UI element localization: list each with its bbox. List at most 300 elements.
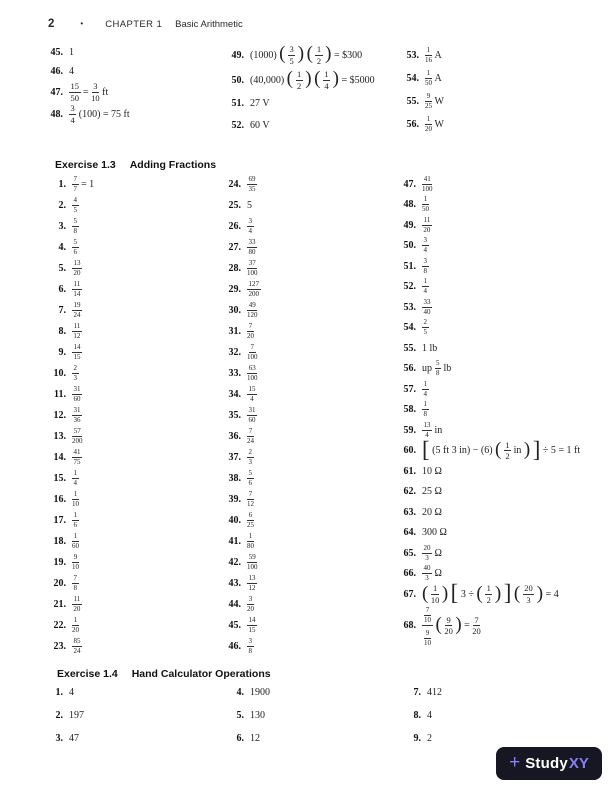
fraction-numerator: 7 [248, 427, 253, 435]
answer-text: ft [102, 86, 109, 98]
item-number: 13. [53, 431, 66, 442]
answer-item [228, 45, 375, 65]
answer-item [225, 321, 261, 342]
answer-text: 4 [69, 687, 74, 698]
fraction [69, 104, 76, 124]
item-answer [247, 200, 252, 211]
answer-item [400, 379, 580, 400]
item-answer [425, 93, 444, 110]
item-number: 41. [228, 536, 241, 547]
item-answer [72, 512, 79, 529]
answer-item [50, 216, 94, 237]
item-number: 2. [55, 710, 63, 721]
item-number: 27. [228, 242, 241, 253]
item-answer [72, 323, 82, 340]
fraction-numerator: 33 [423, 297, 431, 306]
answer-item [400, 543, 580, 564]
fraction-numerator: 4 [73, 196, 77, 204]
fraction-denominator: 24 [73, 311, 81, 319]
answer-item [403, 90, 444, 112]
fraction-numerator: 3 [289, 44, 294, 54]
item-answer [72, 197, 79, 214]
fraction-numerator: 9 [425, 628, 430, 637]
fraction-denominator: 50 [422, 205, 429, 214]
item-answer [422, 527, 447, 538]
fraction-denominator: 3 [526, 594, 531, 605]
fraction-denominator: 60 [72, 542, 79, 550]
fraction-numerator: 40 [423, 564, 431, 573]
fraction-numerator: 7 [248, 490, 253, 498]
item-answer [422, 507, 442, 518]
fraction-denominator: 80 [247, 542, 254, 550]
fraction-denominator: 10 [424, 638, 431, 647]
paren: ( [513, 582, 521, 604]
fraction [72, 218, 79, 235]
fraction-denominator: 8 [73, 227, 77, 235]
fraction-denominator: 60 [248, 416, 256, 424]
answer-item [225, 384, 261, 405]
exercise-1-3-title: Adding Fractions [129, 159, 217, 171]
fraction-numerator: 7 [425, 605, 430, 614]
item-number: 54. [403, 322, 416, 334]
answer-item [400, 436, 581, 462]
item-answer [247, 617, 257, 634]
fraction-numerator: 1 [73, 511, 77, 519]
item-answer [247, 239, 257, 256]
answer-item [50, 489, 94, 510]
fraction [72, 260, 82, 277]
answer-text: Ω [434, 568, 442, 580]
item-answer [247, 302, 258, 319]
answer-text: = $5000 [341, 74, 375, 86]
item-number: 9. [413, 733, 421, 744]
answer-item [50, 510, 94, 531]
fraction-numerator: 1 [297, 69, 302, 79]
answer-item [225, 195, 261, 216]
fraction-numerator: 7 [474, 614, 479, 625]
item-answer [427, 733, 432, 744]
fraction-numerator: 57 [73, 427, 81, 435]
answer-text: 4 [69, 66, 74, 77]
item-number: 50. [231, 74, 244, 86]
answer-item [228, 70, 375, 90]
fraction [247, 260, 258, 277]
fraction-denominator: 12 [248, 584, 256, 592]
answer-item [225, 573, 261, 594]
answer-item [400, 502, 580, 523]
fraction-numerator: 3 [248, 595, 253, 603]
answer-text: in [513, 445, 522, 457]
item-answer [247, 491, 254, 508]
fraction-numerator: 11 [73, 595, 81, 603]
fraction-numerator: 3 [248, 637, 252, 645]
item-number: 47. [50, 86, 63, 98]
fraction-denominator: 6 [248, 479, 252, 487]
item-number: 22. [53, 620, 66, 631]
paren: ( [476, 582, 483, 604]
answer-item [400, 256, 580, 277]
answer-item [225, 174, 261, 195]
fraction-denominator: 10 [91, 92, 100, 103]
fraction-denominator: 200 [72, 437, 83, 445]
fraction [425, 116, 432, 133]
item-answer [425, 116, 444, 133]
fraction [72, 533, 79, 550]
answer-item [225, 510, 261, 531]
fraction-numerator: 3 [423, 236, 427, 245]
paren: ) [325, 43, 332, 65]
chapter-label: CHAPTER 1 [105, 19, 163, 30]
fraction-denominator: 20 [247, 605, 254, 613]
item-number: 55. [403, 342, 416, 354]
fraction-numerator: 1 [73, 469, 77, 477]
item-answer [422, 258, 429, 275]
fraction [247, 575, 257, 592]
item-number: 37. [228, 452, 241, 463]
answer-item [50, 552, 94, 573]
item-number: 32. [228, 347, 241, 358]
answer-text: 130 [250, 710, 265, 721]
fraction [247, 176, 257, 193]
item-answer [69, 733, 79, 744]
fraction-numerator: 19 [73, 301, 81, 309]
fraction [424, 630, 431, 647]
answer-text: A [434, 72, 442, 84]
item-number: 51. [403, 260, 416, 272]
item-number: 68. [403, 620, 416, 631]
answer-text: 20 Ω [422, 506, 442, 518]
item-answer [250, 45, 362, 65]
answer-item [228, 95, 375, 112]
item-number: 63. [403, 506, 416, 518]
fraction-denominator: 12 [247, 500, 254, 508]
item-number: 31. [228, 326, 241, 337]
fraction-numerator: 59 [248, 553, 256, 561]
item-number: 45. [50, 47, 63, 58]
answer-item [228, 681, 270, 704]
fraction [425, 93, 432, 110]
answer-text: (5 ft 3 in) − (6) [432, 445, 493, 457]
item-number: 14. [53, 452, 66, 463]
item-number: 24. [228, 179, 241, 190]
item-number: 59. [403, 424, 416, 436]
answer-item [47, 63, 130, 80]
fraction-numerator: 33 [248, 238, 256, 246]
fraction-numerator: 63 [248, 364, 256, 372]
item-answer [422, 237, 429, 254]
item-number: 11. [54, 389, 66, 400]
exercise-1-3-column-1 [50, 174, 94, 657]
fraction-denominator: 100 [247, 374, 258, 382]
fraction [72, 323, 82, 340]
answer-text: A [434, 49, 442, 61]
exercise-1-4-column-2 [228, 681, 270, 750]
fraction-denominator: 8 [248, 647, 252, 655]
fraction-denominator: 20 [444, 626, 453, 636]
fraction-numerator: 85 [73, 637, 81, 645]
answer-item [400, 277, 580, 298]
item-answer [72, 218, 79, 235]
item-answer [69, 687, 74, 698]
fraction-numerator: 5 [73, 238, 77, 246]
fraction-numerator: 1 [486, 583, 491, 594]
fraction [435, 360, 442, 377]
item-answer [247, 533, 254, 550]
item-number: 40. [228, 515, 241, 526]
top-answers-column-3 [403, 44, 444, 135]
item-number: 52. [403, 281, 416, 293]
answer-item [225, 426, 261, 447]
item-answer [247, 470, 254, 487]
fraction [422, 299, 432, 316]
fraction [422, 319, 429, 336]
fraction-numerator: 15 [248, 385, 256, 393]
item-number: 2. [58, 200, 66, 211]
fraction-denominator: 4 [423, 287, 427, 296]
item-number: 44. [228, 599, 241, 610]
fraction-denominator: 4 [425, 430, 429, 439]
answer-item [225, 552, 261, 573]
item-number: 36. [228, 431, 241, 442]
item-number: 6. [58, 284, 66, 295]
item-number: 12. [53, 410, 66, 421]
fraction-numerator: 41 [73, 448, 81, 456]
fraction-denominator: 6 [73, 521, 77, 529]
item-number: 23. [53, 641, 66, 652]
item-number: 9. [58, 347, 66, 358]
item-number: 21. [53, 599, 66, 610]
fraction-denominator: 3 [425, 574, 429, 583]
item-answer [247, 512, 254, 529]
item-answer [422, 176, 433, 193]
fraction [72, 344, 82, 361]
answer-text: 412 [427, 687, 442, 698]
fraction-denominator: 4 [423, 389, 427, 398]
paren: ( [279, 43, 286, 65]
answer-item [50, 573, 94, 594]
fraction [247, 554, 258, 571]
answer-item [50, 321, 94, 342]
fraction-denominator: 120 [247, 311, 258, 319]
fraction [247, 533, 254, 550]
fraction-denominator: 75 [73, 458, 81, 466]
item-number: 64. [403, 527, 416, 539]
fraction-numerator: 49 [248, 301, 256, 309]
answer-item [400, 605, 580, 647]
fraction-numerator: 15 [70, 81, 79, 91]
paren: ) [305, 68, 312, 90]
fraction-denominator: 10 [430, 594, 440, 605]
fraction-numerator: 9 [73, 553, 78, 561]
answer-item [47, 44, 130, 61]
item-answer [247, 575, 257, 592]
fraction-denominator: 20 [73, 269, 81, 277]
item-answer [422, 486, 442, 497]
fraction [422, 196, 429, 213]
fraction [72, 512, 79, 529]
fraction-denominator: 5 [73, 206, 77, 214]
exercise-1-4-column-1 [47, 681, 84, 750]
fraction [288, 45, 295, 65]
answer-item [225, 615, 261, 636]
fraction-numerator: 127 [248, 280, 259, 288]
fraction-numerator: 9 [446, 614, 451, 625]
fraction-numerator: 1 [73, 490, 78, 498]
answer-item [400, 523, 580, 544]
answer-item [47, 704, 84, 727]
fraction [296, 70, 303, 90]
fraction-denominator: 100 [422, 184, 433, 193]
fraction-denominator: 2 [297, 80, 302, 91]
answer-item [225, 237, 261, 258]
item-answer [247, 344, 258, 361]
fraction [247, 218, 254, 235]
item-answer [250, 733, 260, 744]
fraction [431, 584, 440, 604]
item-number: 10. [53, 368, 66, 379]
answer-item [225, 531, 261, 552]
paren: ( [314, 68, 321, 90]
answer-text: = 1 [81, 179, 95, 190]
item-number: 60. [403, 445, 416, 457]
item-number: 7. [58, 305, 66, 316]
fraction-denominator: 20 [72, 626, 79, 634]
paren: ) [297, 43, 305, 65]
fraction-numerator: 7 [250, 343, 254, 351]
answer-item [400, 236, 580, 257]
answer-item [50, 258, 94, 279]
answer-item [403, 113, 444, 135]
answer-item [225, 342, 261, 363]
paren: ( [422, 582, 429, 604]
fraction-numerator: 1 [426, 114, 431, 123]
paren: ( [495, 439, 502, 461]
fraction [422, 565, 432, 582]
exercise-1-4-column-3 [405, 681, 442, 750]
fraction-denominator: 25 [247, 521, 254, 529]
fraction-denominator: 14 [73, 290, 81, 298]
fraction-numerator: 13 [73, 259, 81, 267]
fraction-denominator: 40 [423, 307, 431, 316]
fraction [424, 607, 431, 624]
item-number: 4. [236, 687, 244, 698]
answer-text: 25 Ω [422, 486, 442, 498]
item-number: 58. [403, 404, 416, 416]
bracket: [ [422, 436, 430, 462]
fraction-numerator: 2 [248, 448, 252, 456]
fraction [422, 401, 429, 418]
fraction-numerator: 11 [73, 322, 81, 330]
fraction-numerator: 1 [423, 277, 427, 286]
fraction-numerator: 7 [73, 574, 77, 582]
item-number: 28. [228, 263, 241, 274]
answer-text: 1 lb [422, 342, 438, 354]
item-answer [69, 710, 84, 721]
answer-item [400, 580, 580, 606]
item-number: 38. [228, 473, 241, 484]
item-number: 56. [406, 118, 419, 130]
item-number: 66. [403, 568, 416, 580]
item-number: 35. [228, 410, 241, 421]
fraction [247, 512, 254, 529]
answer-text: lb [443, 363, 452, 375]
item-answer [247, 428, 254, 445]
paren: ) [536, 582, 544, 604]
fraction-denominator: 8 [423, 266, 427, 275]
fraction-denominator: 16 [425, 55, 432, 64]
item-answer [425, 47, 442, 64]
bullet-separator: • [80, 19, 84, 28]
fraction-denominator: 100 [247, 563, 258, 571]
item-number: 55. [406, 95, 419, 107]
fraction-denominator: 200 [248, 290, 259, 298]
paren: ) [441, 582, 449, 604]
fraction [422, 381, 429, 398]
answer-item [50, 195, 94, 216]
answer-item [400, 195, 580, 216]
item-number: 43. [228, 578, 241, 589]
item-number: 16. [53, 494, 66, 505]
studyxy-logo[interactable] [496, 747, 602, 780]
fraction [422, 545, 432, 562]
exercise-1-3-label: Exercise 1.3 [55, 159, 116, 171]
fraction [72, 554, 79, 571]
answer-text: = 4 [545, 588, 559, 600]
fraction-denominator: 8 [436, 369, 440, 378]
exercise-1-4-title: Hand Calculator Operations [131, 668, 271, 680]
item-number: 51. [231, 98, 244, 109]
fraction [504, 441, 511, 461]
page-number: 2 [48, 18, 55, 30]
fraction-denominator: 5 [423, 328, 427, 337]
item-number: 47. [403, 178, 416, 190]
fraction [247, 638, 254, 655]
fraction [72, 386, 82, 403]
fraction-denominator: 10 [72, 563, 79, 571]
fraction [422, 217, 432, 234]
fraction-numerator: 31 [73, 406, 81, 414]
item-number: 53. [403, 301, 416, 313]
answer-text: Ω [434, 547, 442, 559]
answer-text: W [434, 118, 444, 130]
answer-item [47, 727, 84, 750]
fraction-numerator: 1 [73, 532, 78, 540]
item-answer [422, 217, 432, 234]
answer-text: 10 Ω [422, 465, 442, 477]
fraction-numerator: 1 [423, 195, 428, 204]
item-number: 61. [403, 465, 416, 477]
item-answer [247, 554, 258, 571]
answer-item [228, 727, 270, 750]
item-answer [422, 580, 559, 606]
fraction [425, 47, 432, 64]
item-answer [247, 449, 254, 466]
exercise-1-3-column-2 [225, 174, 261, 657]
fraction [425, 70, 432, 87]
item-answer [250, 710, 265, 721]
fraction [72, 617, 79, 634]
fraction-numerator: 20 [524, 583, 533, 594]
fraction [247, 596, 254, 613]
answer-text: 4 [427, 710, 432, 721]
fraction [444, 616, 453, 636]
item-answer [72, 386, 82, 403]
answer-item [400, 174, 580, 195]
answer-item [405, 727, 442, 750]
item-answer [72, 554, 79, 571]
fraction-numerator: 5 [248, 469, 252, 477]
item-number: 57. [403, 383, 416, 395]
